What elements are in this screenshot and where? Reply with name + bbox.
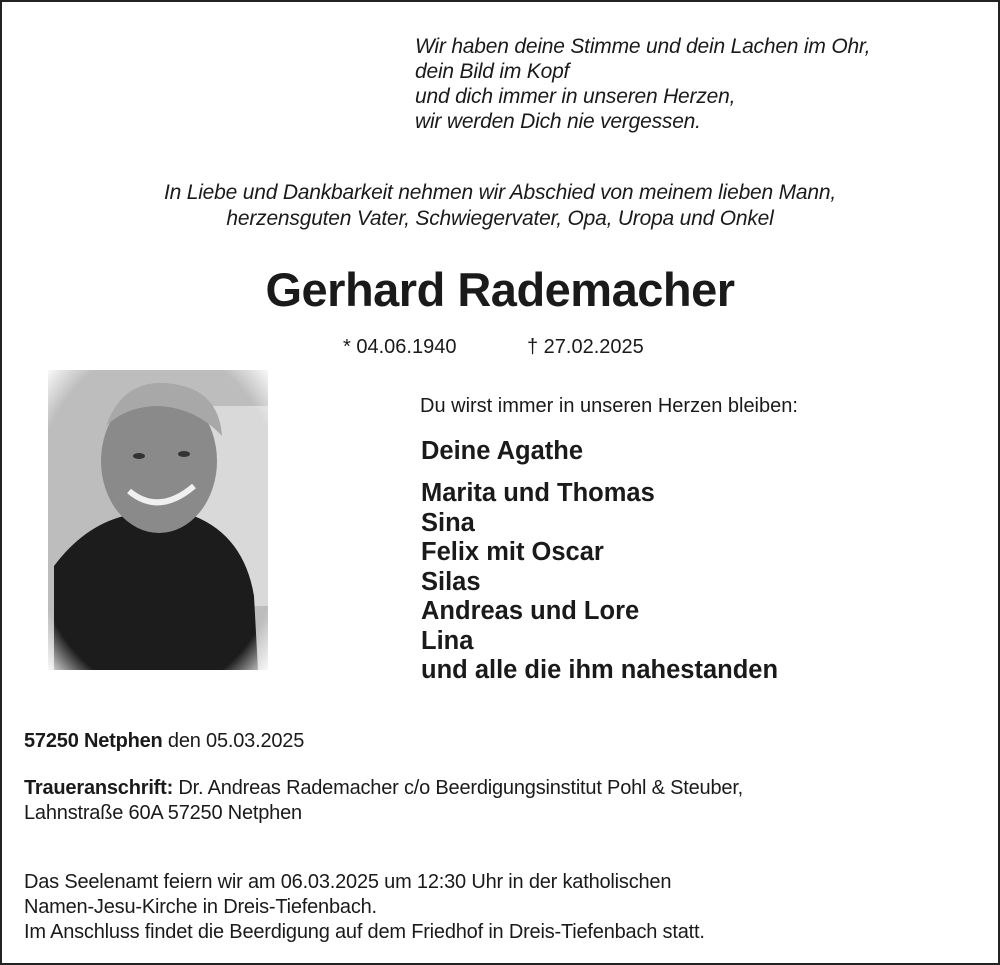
intro [0,180,1000,232]
poem-line: dein Bild im Kopf [415,60,570,83]
deceased-name: Gerhard Rademacher [265,263,735,316]
family-member: Andreas und Lore [421,597,640,625]
intro-line: In Liebe und Dankbarkeit nehmen wir Abschied von meinem lieben Mann, [163,181,837,204]
place-date [24,729,304,754]
service-line: Im Anschluss findet die Beerdigung auf dem Friedhof in Dreis-Tiefenbach statt. [24,921,705,943]
mourning-address [24,776,743,826]
family-member: und alle die ihm nahestanden [421,656,779,684]
family-member: Silas [421,567,481,596]
portrait-photo [44,366,272,674]
family-member: Lina [421,626,474,655]
poem [415,34,870,134]
place: 57250 Netphen [24,730,163,752]
address-line: Lahnstraße 60A 57250 Netphen [24,802,302,824]
address-line: Dr. Andreas Rademacher c/o Beerdigungsinstitut Pohl & Steuber, [173,777,744,799]
family-member: Sina [421,508,475,537]
closing-line: Du wirst immer in unseren Herzen bleiben: [420,395,798,417]
spouse-name: Deine Agathe [421,437,584,465]
poem-line: und dich immer in unseren Herzen, [415,85,736,108]
death-date: † 27.02.2025 [527,336,644,358]
service-line: Namen-Jesu-Kirche in Dreis-Tiefenbach. [24,896,377,918]
address-label: Traueranschrift: [24,777,174,799]
family-list [421,479,778,686]
notice-date: den 05.03.2025 [162,730,305,752]
family-member: Felix mit Oscar [421,538,604,566]
intro-line: herzensguten Vater, Schwiegervater, Opa, Uropa und Onkel [226,207,774,230]
service-line: Das Seelenamt feiern wir am 06.03.2025 um 12:30 Uhr in der katholischen [24,871,672,893]
family-member: Marita und Thomas [421,479,655,507]
poem-line: Wir haben deine Stimme und dein Lachen im Ohr, [415,35,871,58]
poem-line: wir werden Dich nie vergessen. [415,110,701,133]
birth-date: * 04.06.1940 [343,336,457,358]
service-info [24,870,705,945]
